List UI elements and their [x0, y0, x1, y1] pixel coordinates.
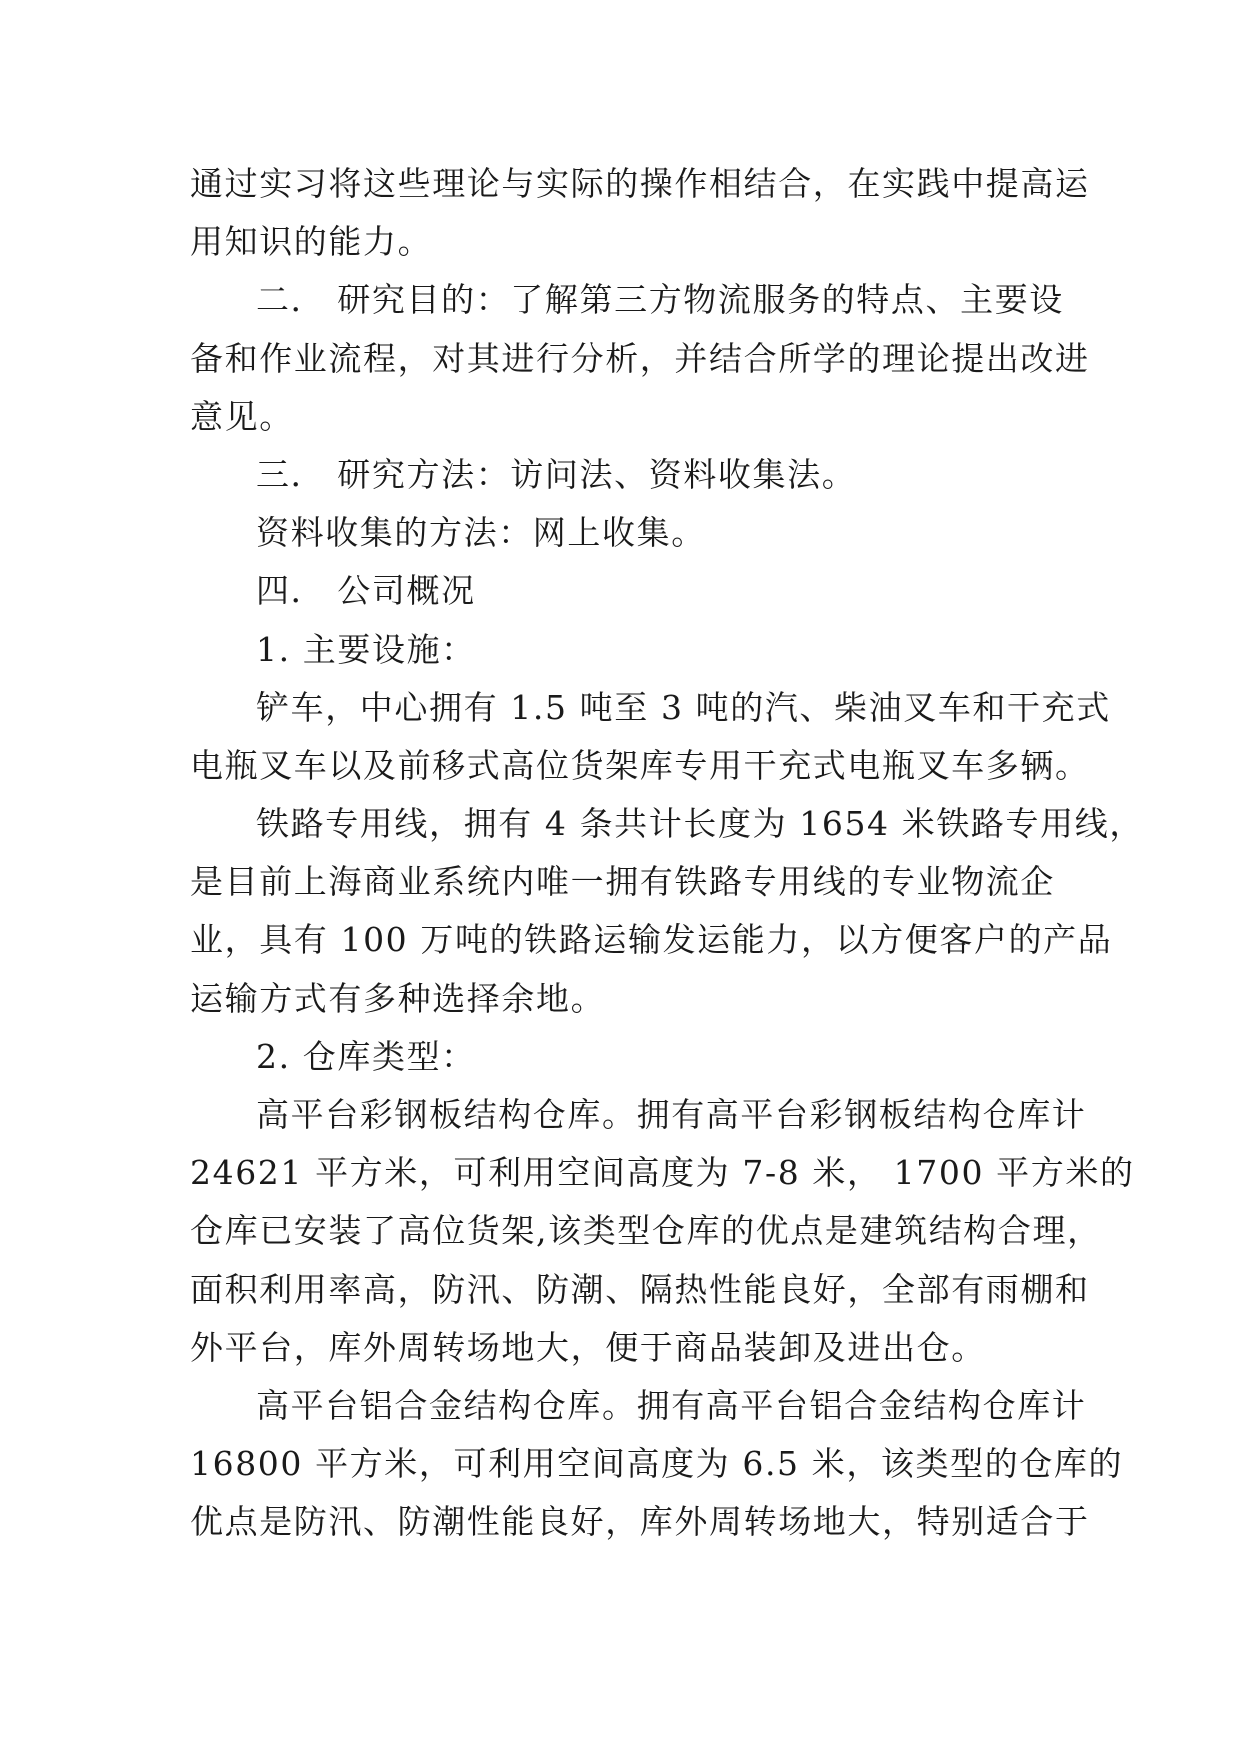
text-line: 16800 平方米，可利用空间高度为 6.5 米，该类型的仓库的: [190, 1444, 1124, 1484]
text-line: 电瓶叉车以及前移式高位货架库专用干充式电瓶叉车多辆。: [190, 745, 1090, 785]
text-line: 用知识的能力。: [190, 222, 433, 262]
text-line: 铲车，中心拥有 1.5 吨至 3 吨的汽、柴油叉车和干充式: [256, 687, 1111, 727]
section-heading-research-method: 三． 研究方法：访问法、资料收集法。: [256, 454, 857, 494]
text-line: 意见。: [190, 396, 294, 436]
text-line: 24621 平方米，可利用空间高度为 7-8 米， 1700 平方米的: [190, 1153, 1135, 1193]
document-body: [190, 155, 1144, 1552]
text-line: 高平台铝合金结构仓库。拥有高平台铝合金结构仓库计: [256, 1385, 1087, 1425]
section-heading-research-purpose: 二． 研究目的：了解第三方物流服务的特点、主要设: [256, 280, 1064, 320]
text-line: 优点是防汛、防潮性能良好，库外周转场地大，特别适合于: [190, 1502, 1090, 1542]
text-line: 仓库已安装了高位货架,该类型仓库的优点是建筑结构合理，: [190, 1211, 1102, 1251]
text-line: 高平台彩钢板结构仓库。拥有高平台彩钢板结构仓库计: [256, 1095, 1087, 1134]
text-line: 是目前上海商业系统内唯一拥有铁路专用线的专业物流企: [190, 862, 1055, 902]
text-line: 通过实习将这些理论与实际的操作相结合，在实践中提高运: [190, 164, 1090, 203]
subheading-warehouse-types: 2. 仓库类型：: [256, 1036, 476, 1076]
text-line: 业，具有 100 万吨的铁路运输发运能力，以方便客户的产品: [190, 920, 1113, 960]
text-line: 铁路专用线，拥有 4 条共计长度为 1654 米铁路专用线，: [256, 804, 1144, 844]
text-line: 面积利用率高，防汛、防潮、隔热性能良好，全部有雨棚和: [190, 1269, 1090, 1309]
subheading-main-facilities: 1. 主要设施：: [256, 629, 476, 669]
text-line: 备和作业流程，对其进行分析，并结合所学的理论提出改进: [190, 338, 1090, 378]
text-line: 运输方式有多种选择余地。: [190, 978, 606, 1018]
text-line: 外平台，库外周转场地大，便于商品装卸及进出仓。: [190, 1327, 986, 1367]
text-line: 资料收集的方法：网上收集。: [256, 513, 706, 553]
section-heading-company-overview: 四． 公司概况: [256, 571, 476, 611]
